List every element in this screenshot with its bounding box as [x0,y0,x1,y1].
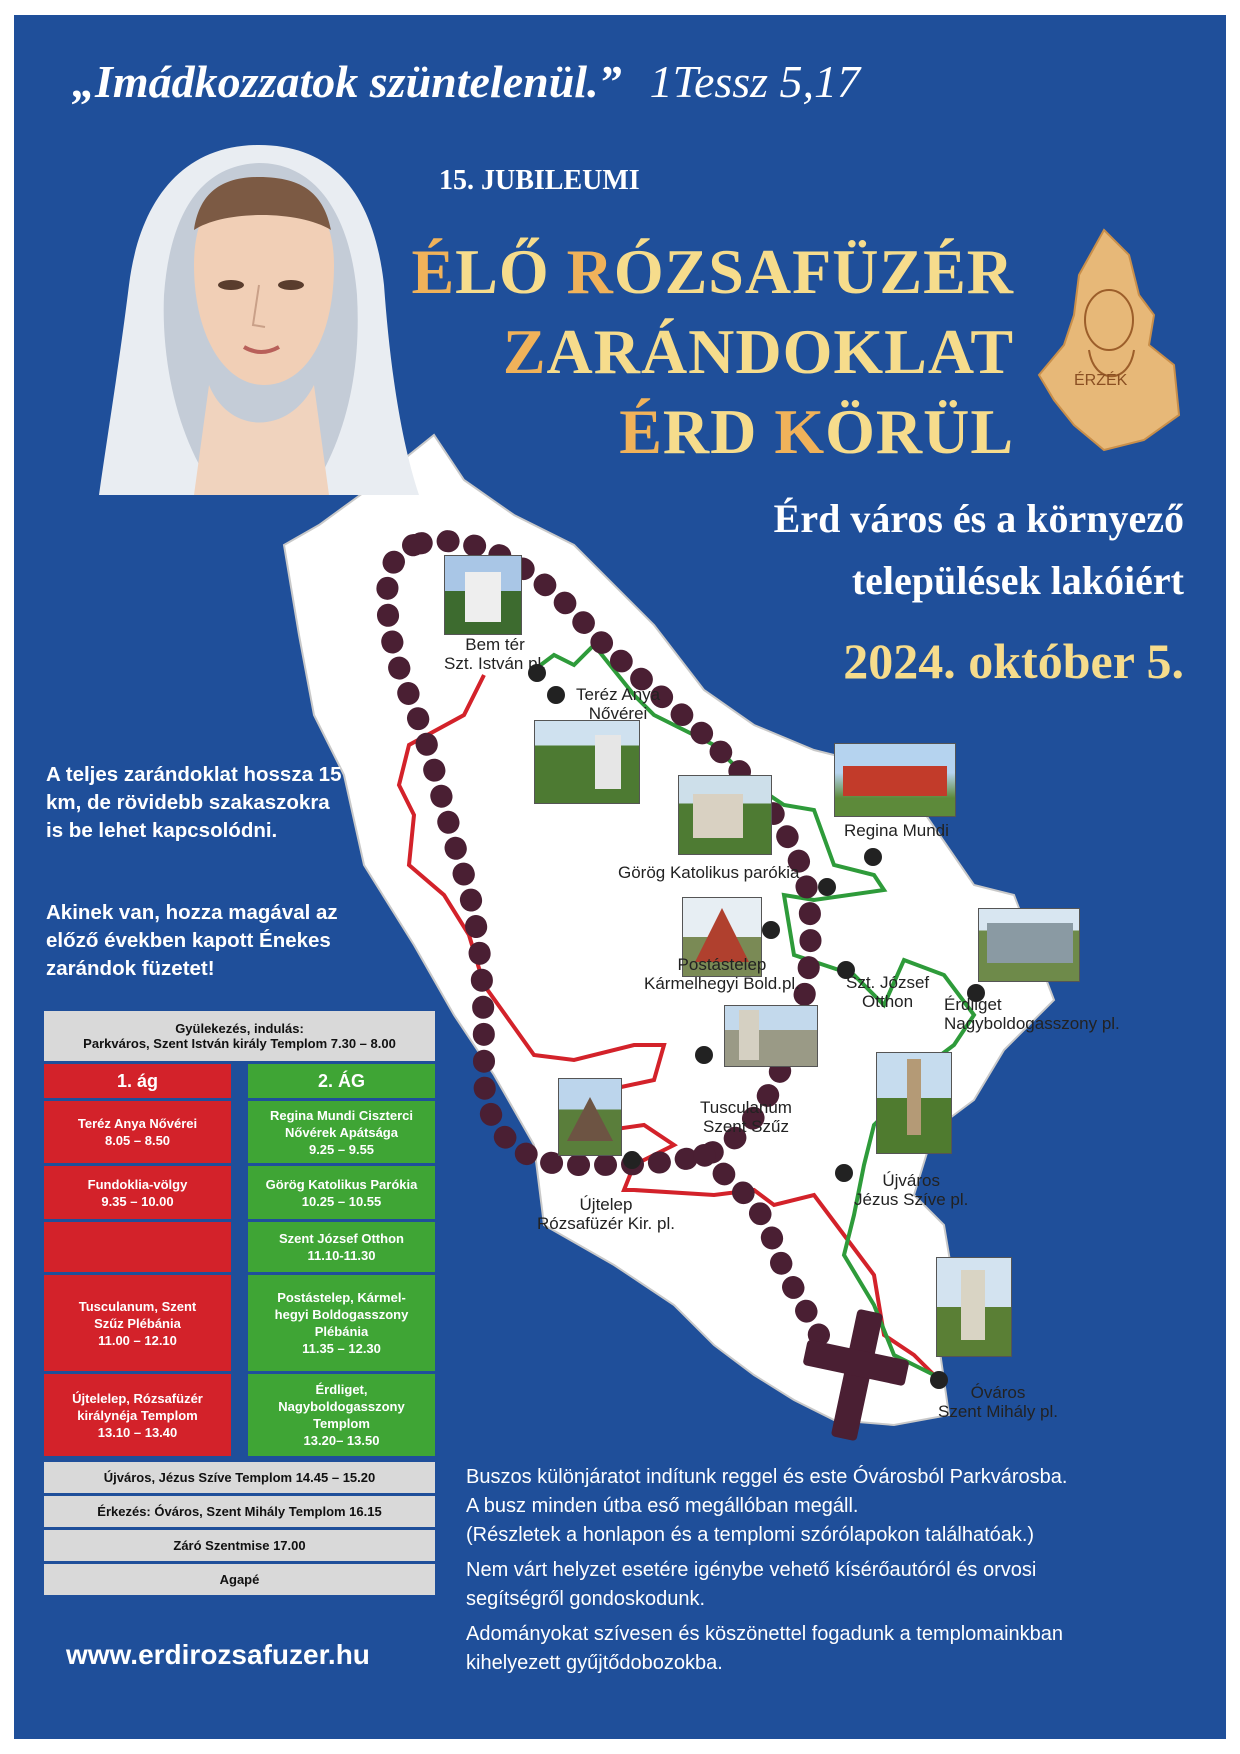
support-note: Nem várt helyzet esetére igénybe vehető kísérőautóról és orvosi segítségről gondoskodunk. [466,1559,1037,1610]
stop-label-regina-mundi: Regina Mundi [844,821,949,840]
schedule-mass-row: Záró Szentmise 17.00 [44,1530,435,1561]
stop-dot [623,1151,641,1169]
stop-dot [547,686,565,704]
photo-ujtelep-church [558,1078,622,1156]
info-songbook: Akinek van, hozza magával az előző években kapott Énekes zarándok füzetet! [46,901,338,980]
subtitle-line-2: települések lakóiért [851,558,1184,603]
title-line-3: ÉRD KÖRÜL [619,396,1014,467]
branch-1-stop: Tusculanum, Szent Szűz Plébánia 11.00 – 12.10 [44,1275,231,1371]
photo-erdliget-church [978,908,1080,982]
schedule-arrival-row: Érkezés: Óváros, Szent Mihály Templom 16.15 [44,1496,435,1527]
erzek-logo [1034,225,1184,455]
branch-2-stop: Regina Mundi Ciszterci Nővérek Apátsága 9.25 – 9.55 [248,1101,435,1163]
title-line-2: ZARÁNDOKLAT [502,316,1014,387]
stop-label-ujvaros: Újváros Jézus Szíve pl. [854,1171,969,1209]
info-length: A teljes zarándoklat hossza 15 km, de rövidebb szakaszokra is be lehet kapcsolódni. [46,763,342,842]
stop-dot [864,848,882,866]
branch-1-header: 1. ág [44,1064,231,1098]
bible-quote [72,55,860,108]
photo-tusculanum-church [724,1005,818,1067]
stop-dot [762,921,780,939]
donation-note: Adományokat szívesen és köszönettel fogadunk a templomainkban kihelyezett gyűjtődobozokba. [466,1623,1064,1674]
title-line-1: ÉLŐ RÓZSAFÜZÉR [411,236,1014,307]
gathering-row: Gyülekezés, indulás: Parkváros, Szent István király Templom 7.30 – 8.00 [44,1011,435,1061]
bus-note: Buszos különjáratot indítunk reggel és este Óvárosból Parkvárosba. A busz minden útba eső megállóban megáll. (Részletek a honlapon és a templomi szórólapokon találhatóak.) [466,1466,1068,1546]
photo-ovaros-church [936,1257,1012,1357]
stop-dot [695,1046,713,1064]
stop-label-tusculanum: Tusculanum Szent Szűz [700,1098,792,1136]
madonna-portrait [99,135,419,515]
stop-label-teresa: Teréz Anya Nővérei [576,685,661,723]
event-date: 2024. október 5. [843,633,1184,689]
logo-text: ÉRZÉK [1074,372,1128,389]
branch-1-stop: Teréz Anya Nővérei 8.05 – 8.50 [44,1101,231,1163]
poster [14,15,1226,1739]
schedule-agape-row: Agapé [44,1564,435,1595]
schedule-table [44,1011,435,1598]
branch-2-stop: Szent József Otthon 11.10-11.30 [248,1222,435,1272]
stop-label-bem-ter: Bem tér Szt. István pl. [444,635,547,673]
quote-reference: 1Tessz 5,17 [649,56,861,107]
stop-label-ovaros: Óváros Szent Mihály pl. [938,1383,1058,1421]
photo-teresa-sisters [534,720,640,804]
schedule-ujvaros-row: Újváros, Jézus Szíve Templom 14.45 – 15.20 [44,1462,435,1493]
branch-1-stop: Fundoklia-völgy 9.35 – 10.00 [44,1166,231,1219]
photo-greek-catholic-parish [678,775,772,855]
jubilee-label: 15. JUBILEUMI [439,165,640,196]
photo-ujvaros-church [876,1052,952,1154]
stop-label-ujtelep: Újtelep Rózsafüzér Kir. pl. [537,1195,675,1233]
stop-dot [835,1164,853,1182]
branch-1-stop-empty [44,1222,231,1272]
branch-2-header: 2. ÁG [248,1064,435,1098]
stop-label-greek-catholic: Görög Katolikus parókia [618,863,800,882]
stop-label-szt-jozsef: Szt. József Otthon [846,973,930,1011]
photo-regina-mundi [834,743,956,817]
stop-dot [818,878,836,896]
branch-2-stop: Érdliget, Nagyboldogasszony Templom 13.20– 13.50 [248,1374,435,1456]
website-link[interactable]: www.erdirozsafuzer.hu [66,1639,370,1670]
quote-text: „Imádkozzatok szüntelenül.” [72,56,622,107]
branch-1-column [44,1064,231,1459]
branch-1-stop: Újtelelep, Rózsafüzér királynéja Templom 13.10 – 13.40 [44,1374,231,1456]
photo-bem-ter-church [444,555,522,635]
subtitle-line-1: Érd város és a környező [773,496,1184,541]
stop-label-erdliget: Érdliget Nagyboldogasszony pl. [944,995,1120,1033]
stop-label-postastelep: Postástelep Kármelhegyi Bold.pl. [644,955,800,993]
branch-2-stop: Görög Katolikus Parókia 10.25 – 10.55 [248,1166,435,1219]
branch-2-column [248,1064,435,1459]
branch-2-stop: Postástelep, Kármel- hegyi Boldogasszony Plébánia 11.35 – 12.30 [248,1275,435,1371]
notes-block [466,1463,1206,1684]
